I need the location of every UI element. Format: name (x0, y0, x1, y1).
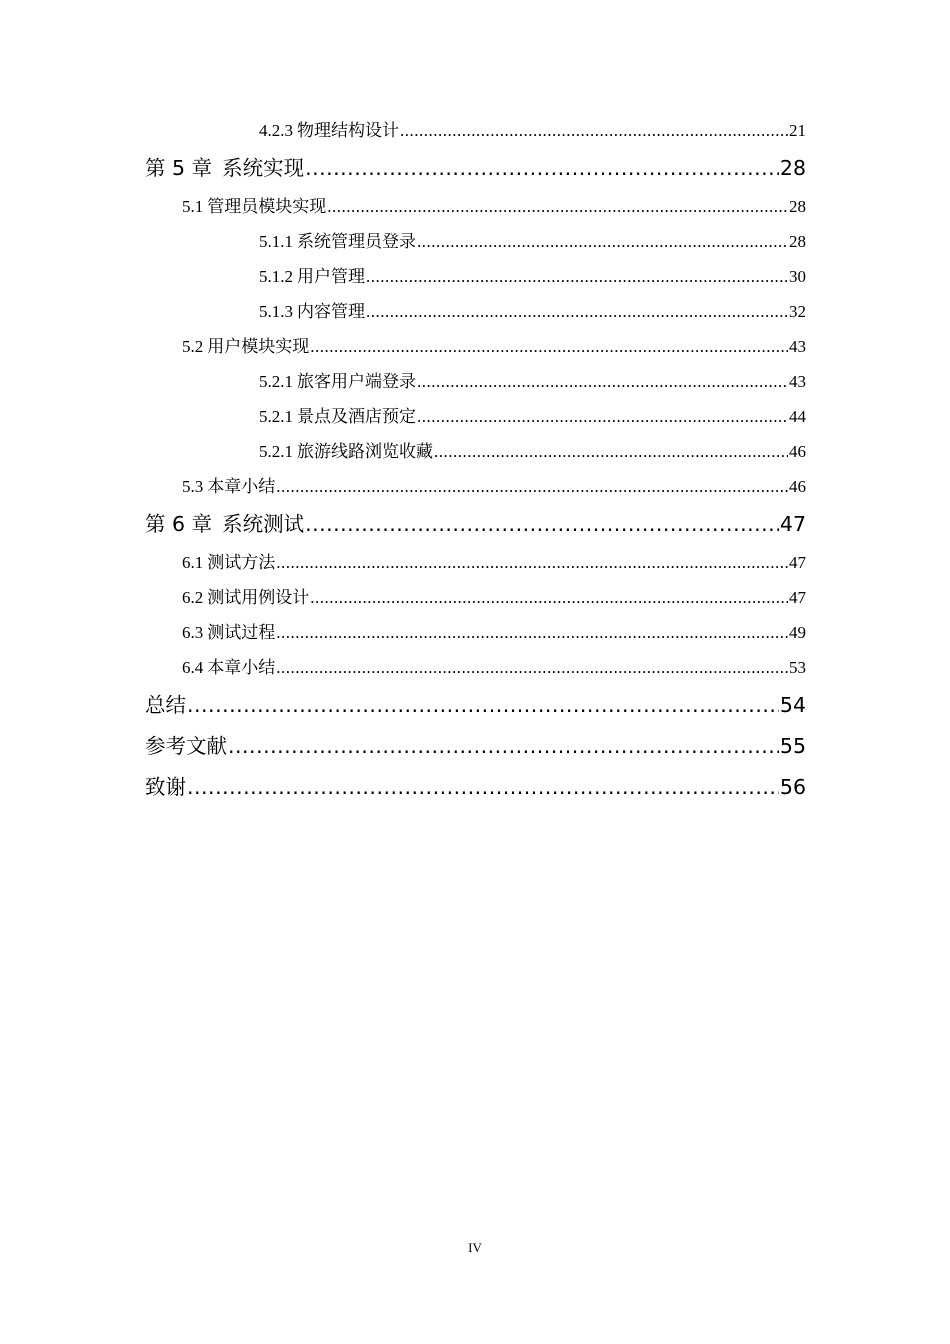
toc-entry-title: 参考文献 (145, 734, 227, 758)
toc-entry-page: 46 (789, 477, 806, 496)
toc-entry-title: 内容管理 (297, 302, 365, 321)
toc-entry-number: 第 5 章 (145, 156, 213, 180)
toc-entry-title: 测试方法 (207, 553, 276, 572)
toc-entry-number: 5.1.3 (259, 302, 293, 321)
toc-entry-page: 28 (779, 156, 806, 180)
toc-entry-page: 21 (789, 121, 806, 140)
toc-entry-chapter[interactable] (145, 501, 806, 542)
toc-leader-dots (305, 156, 779, 180)
toc-leader-dots (310, 337, 788, 357)
toc-entry-label (259, 116, 399, 141)
toc-entry-label (182, 192, 326, 217)
toc-leader-dots (400, 121, 788, 141)
toc-entry-page: 30 (789, 267, 806, 286)
toc-entry-label (145, 507, 304, 537)
toc-leader-dots (327, 197, 788, 217)
toc-entry-page: 43 (789, 337, 806, 356)
toc-leader-dots (228, 734, 779, 758)
toc-leader-dots (417, 372, 788, 392)
toc-leader-dots (366, 302, 788, 322)
toc-entry-title: 景点及酒店预定 (297, 407, 416, 426)
toc-entry[interactable] (145, 110, 806, 145)
toc-entry[interactable] (145, 647, 806, 682)
toc-entry-page: 56 (779, 775, 806, 799)
toc-entry[interactable] (145, 396, 806, 431)
toc-entry-title: 管理员模块实现 (207, 197, 327, 216)
toc-entry-label (182, 548, 275, 573)
toc-entry-title: 致谢 (145, 775, 186, 799)
toc-entry-title: 本章小结 (207, 477, 276, 496)
toc-entry-page: 46 (789, 442, 806, 461)
toc-entry-number: 6.3 (182, 623, 204, 642)
toc-entry-page: 54 (779, 693, 806, 717)
toc-entry[interactable] (145, 186, 806, 221)
toc-entry-label (182, 583, 309, 608)
toc-entry-chapter[interactable] (145, 145, 806, 186)
toc-entry[interactable] (145, 361, 806, 396)
toc-entry-number: 5.1.1 (259, 232, 293, 251)
toc-entry-number: 5.2.1 (259, 407, 293, 426)
toc-entry-title: 系统实现 (222, 156, 305, 180)
toc-entry-label (145, 729, 227, 759)
table-of-contents (145, 110, 806, 805)
toc-entry-title: 用户管理 (297, 267, 365, 286)
toc-entry-number: 6.4 (182, 658, 204, 677)
toc-entry-title: 测试用例设计 (207, 588, 310, 607)
toc-entry-title: 旅客用户端登录 (297, 372, 416, 391)
toc-entry[interactable] (145, 291, 806, 326)
toc-entry-number: 5.3 (182, 477, 204, 496)
toc-entry[interactable] (145, 466, 806, 501)
toc-leader-dots (276, 553, 788, 573)
toc-entry-label (259, 227, 416, 252)
toc-entry-label (145, 151, 304, 181)
toc-entry-label (145, 770, 186, 800)
toc-entry-number: 5.1 (182, 197, 204, 216)
toc-entry-references[interactable] (145, 723, 806, 764)
toc-entry[interactable] (145, 542, 806, 577)
toc-entry-label (182, 618, 275, 643)
toc-entry-label (259, 367, 416, 392)
toc-entry-page: 47 (779, 512, 806, 536)
page-number: IV (468, 1240, 482, 1255)
toc-entry[interactable] (145, 612, 806, 647)
toc-leader-dots (276, 623, 788, 643)
toc-entry[interactable] (145, 326, 806, 361)
toc-entry[interactable] (145, 256, 806, 291)
toc-leader-dots (417, 232, 788, 252)
toc-entry-title: 本章小结 (207, 658, 276, 677)
toc-leader-dots (310, 588, 788, 608)
toc-entry-label (259, 437, 433, 462)
toc-entry-number: 4.2.3 (259, 121, 293, 140)
toc-entry[interactable] (145, 431, 806, 466)
toc-entry-number: 第 6 章 (145, 512, 213, 536)
toc-entry-number: 5.1.2 (259, 267, 293, 286)
toc-leader-dots (305, 512, 779, 536)
toc-entry-page: 47 (789, 553, 806, 572)
toc-entry-title: 总结 (145, 693, 186, 717)
toc-leader-dots (276, 658, 788, 678)
toc-entry-title: 物理结构设计 (297, 121, 399, 140)
toc-entry-page: 49 (789, 623, 806, 642)
toc-entry-number: 5.2.1 (259, 442, 293, 461)
toc-leader-dots (187, 693, 779, 717)
toc-entry-label (259, 402, 416, 427)
toc-entry-page: 55 (779, 734, 806, 758)
toc-entry-title: 测试过程 (207, 623, 276, 642)
toc-entry[interactable] (145, 577, 806, 612)
toc-leader-dots (187, 775, 779, 799)
toc-entry-label (259, 297, 365, 322)
toc-entry-page: 43 (789, 372, 806, 391)
toc-entry-page: 32 (789, 302, 806, 321)
toc-entry-label (182, 653, 275, 678)
toc-entry-label (259, 262, 365, 287)
toc-entry-label (145, 688, 186, 718)
toc-entry-number: 5.2 (182, 337, 204, 356)
toc-entry-page: 47 (789, 588, 806, 607)
toc-entry-number: 6.2 (182, 588, 204, 607)
toc-entry-page: 53 (789, 658, 806, 677)
toc-entry-acknowledgements[interactable] (145, 764, 806, 805)
toc-leader-dots (366, 267, 788, 287)
toc-entry-page: 44 (789, 407, 806, 426)
toc-entry-label (182, 332, 309, 357)
toc-leader-dots (417, 407, 788, 427)
toc-entry-title: 用户模块实现 (207, 337, 310, 356)
toc-entry-title: 旅游线路浏览收藏 (297, 442, 433, 461)
toc-entry-number: 5.2.1 (259, 372, 293, 391)
toc-entry-summary[interactable] (145, 682, 806, 723)
toc-entry-label (182, 472, 275, 497)
toc-entry[interactable] (145, 221, 806, 256)
toc-entry-number: 6.1 (182, 553, 204, 572)
toc-leader-dots (434, 442, 788, 462)
toc-entry-title: 系统管理员登录 (297, 232, 416, 251)
toc-entry-page: 28 (789, 232, 806, 251)
toc-entry-title: 系统测试 (222, 512, 305, 536)
toc-leader-dots (276, 477, 788, 497)
toc-entry-page: 28 (789, 197, 806, 216)
